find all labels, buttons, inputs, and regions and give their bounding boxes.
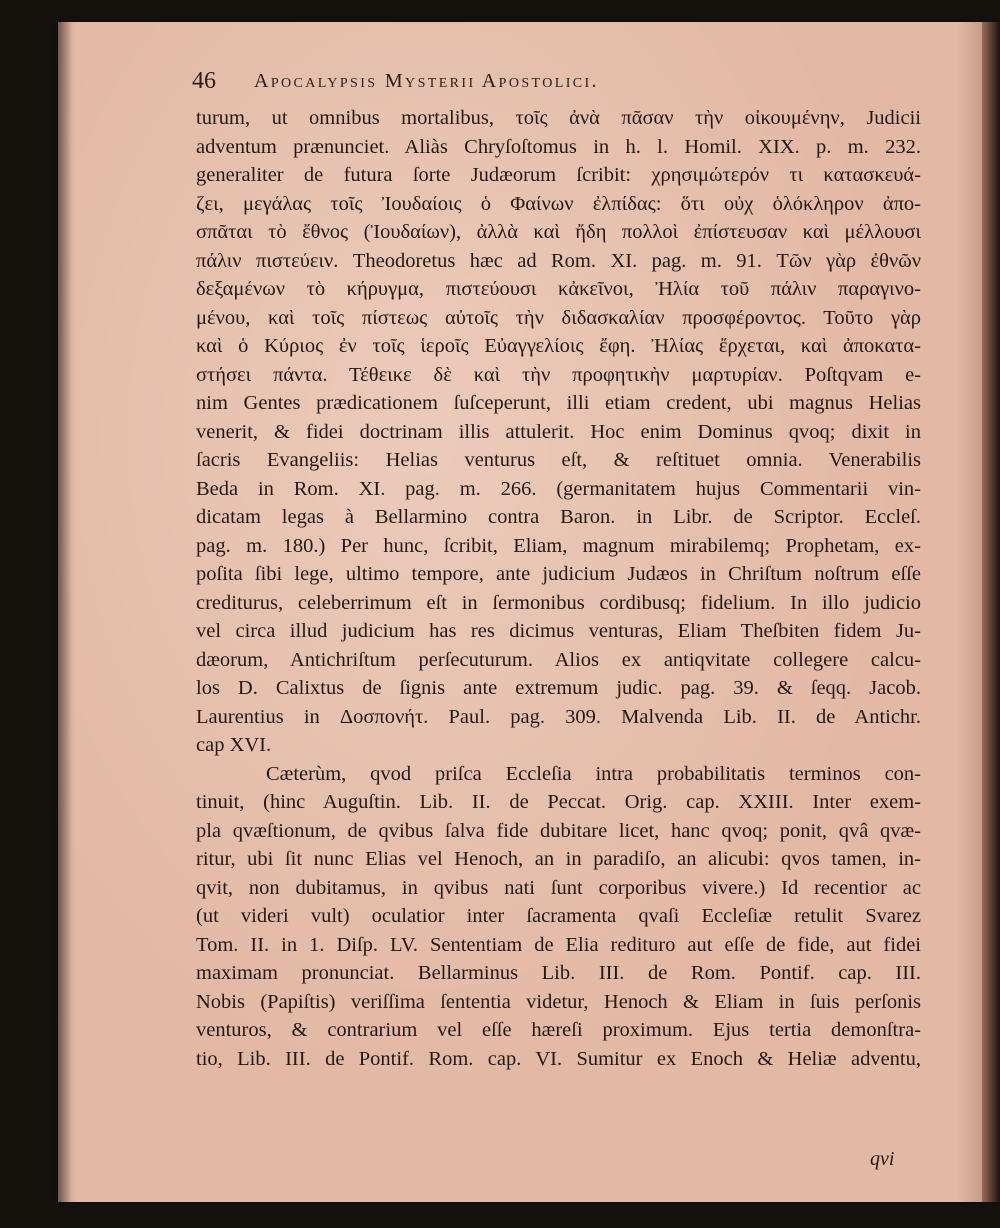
text-line: poſita ſibi lege, ultimo tempore, ante judicium Judæos in Chriſtum noſtrum eſſe	[196, 563, 921, 585]
text-line: qvit, non dubitamus, in qvibus nati ſunt corporibus vivere.) Id recentior ac	[196, 876, 921, 899]
text-line: ſacris Evangeliis: Helias venturus eſt, & reſtituet omnia. Venerabilis	[196, 449, 921, 471]
text-line: turum, ut omnibus mortalibus, τοῖς ἀνὰ πᾶσαν τὴν οἰκουμένην, Judicii	[196, 107, 921, 129]
text-line: dæorum, Antichriſtum perſecuturum. Alios ex antiqvitate collegere calcu-	[196, 648, 921, 671]
text-line: tio, Lib. III. de Pontif. Rom. cap. VI. Sumitur ex Enoch & Heliæ adventu,	[196, 1047, 921, 1070]
text-line: venturos, & contrarium vel eſſe hæreſi proximum. Ejus tertia demonſtra-	[196, 1019, 921, 1041]
text-line: Beda in Rom. XI. pag. m. 266. (germanitatem hujus Commentarii vin-	[196, 477, 921, 500]
text-line: vel circa illud judicium has res dicimus venturas, Eliam Theſbiten fidem Ju-	[196, 620, 921, 642]
text-line: dicatam legas à Bellarmino contra Baron. in Libr. de Scriptor. Eccleſ.	[196, 506, 921, 528]
text-line: maximam pronunciat. Bellarminus Lib. III. de Rom. Pontif. cap. III.	[196, 962, 921, 984]
text-line: (ut videri vult) oculatior inter ſacramenta qvaſi Eccleſiæ retulit Svarez	[196, 905, 921, 927]
text-line: adventum prænunciet. Aliàs Chryſoſtomus in h. l. Homil. XIX. p. m. 232.	[196, 135, 921, 158]
spine-shadow	[58, 22, 72, 1202]
running-title: Apocalypsis Mysterii Apostolici.	[254, 70, 599, 92]
paragraph-start-line: Cæterùm, qvod priſca Eccleſia intra probabilitatis terminos con-	[266, 762, 921, 785]
text-line: σπᾶται τὸ ἔθνος (Ἰουδαίων), ἀλλὰ καὶ ἤδη πολλοὶ ἐπίστευσαν καὶ μέλλουσι	[196, 221, 921, 243]
text-line: pla qvæſtionum, de qvibus ſalva fide dubitare licet, hanc qvoq; ponit, qvâ qvæ-	[196, 819, 921, 842]
text-line: πάλιν πιστεύειν. Theodoretus hæc ad Rom. XI. pag. m. 91. Τῶν γὰρ ἐθνῶν	[196, 249, 921, 272]
body-text	[196, 104, 921, 1073]
text-line: los D. Calixtus de ſignis ante extremum judic. pag. 39. & ſeqq. Jacob.	[196, 677, 921, 699]
text-line: cap XVI.	[196, 734, 272, 756]
text-line: Laurentius in Δοσπονήτ. Paul. pag. 309. Malvenda Lib. II. de Antichr.	[196, 705, 921, 728]
text-line: Nobis (Papiſtis) veriſſima ſententia videtur, Henoch & Eliam in ſuis perſonis	[196, 990, 921, 1013]
text-line: στήσει πάντα. Τέθεικε δὲ καὶ τὴν προφητικὴν μαρτυρίαν. Poſtqvam e-	[196, 363, 921, 386]
text-line: Tom. II. in 1. Diſp. LV. Sententiam de Elia redituro aut eſſe de fide, aut fidei	[196, 933, 921, 956]
text-line: μένου, καὶ τοῖς πίστεως αὐτοῖς τὴν διδασκαλίαν προσφέροντος. Τοῦτο γὰρ	[196, 306, 921, 329]
text-line: ζει, μεγάλας τοῖς Ἰουδαίοις ὁ Φαίνων ἐλπίδας: ὅτι οὐχ ὁλόκληρον ἀπο-	[196, 192, 921, 215]
text-line: venerit, & fidei doctrinam illis attulerit. Hoc enim Dominus qvoq; dixit in	[196, 420, 921, 443]
text-line: ritur, ubi ſit nunc Elias vel Henoch, an in paradiſo, an alicubi: qvos tamen, in-	[196, 848, 921, 870]
text-line: δεξαμένων τὸ κήρυγμα, πιστεύουσι κἀκεῖνοι, Ἠλία τοῦ πάλιν παραγινο-	[196, 278, 921, 300]
page-edge	[982, 22, 1000, 1202]
catchword: qvi	[870, 1148, 895, 1170]
page-header	[192, 66, 872, 106]
text-line: crediturus, celeberrimum eſt in ſermonibus cordibusq; fidelium. In illo judicio	[196, 591, 921, 614]
text-line: καὶ ὁ Κύριος ἐν τοῖς ἱεροῖς Εὐαγγελίοις ἔφη. Ἠλίας ἔρχεται, καὶ ἀποκατα-	[196, 335, 921, 357]
page-number: 46	[192, 68, 216, 94]
text-line: generaliter de futura ſorte Judæorum ſcribit: χρησιμώτερόν τι κατασκευά-	[196, 164, 921, 186]
text-line: pag. m. 180.) Per hunc, ſcribit, Eliam, magnum mirabilemq; Prophetam, ex-	[196, 534, 921, 557]
text-line: nim Gentes prædicationem ſuſceperunt, illi etiam credent, ubi magnus Helias	[196, 392, 921, 414]
text-line: tinuit, (hinc Auguſtin. Lib. II. de Peccat. Orig. cap. XXIII. Inter exem-	[196, 791, 921, 813]
